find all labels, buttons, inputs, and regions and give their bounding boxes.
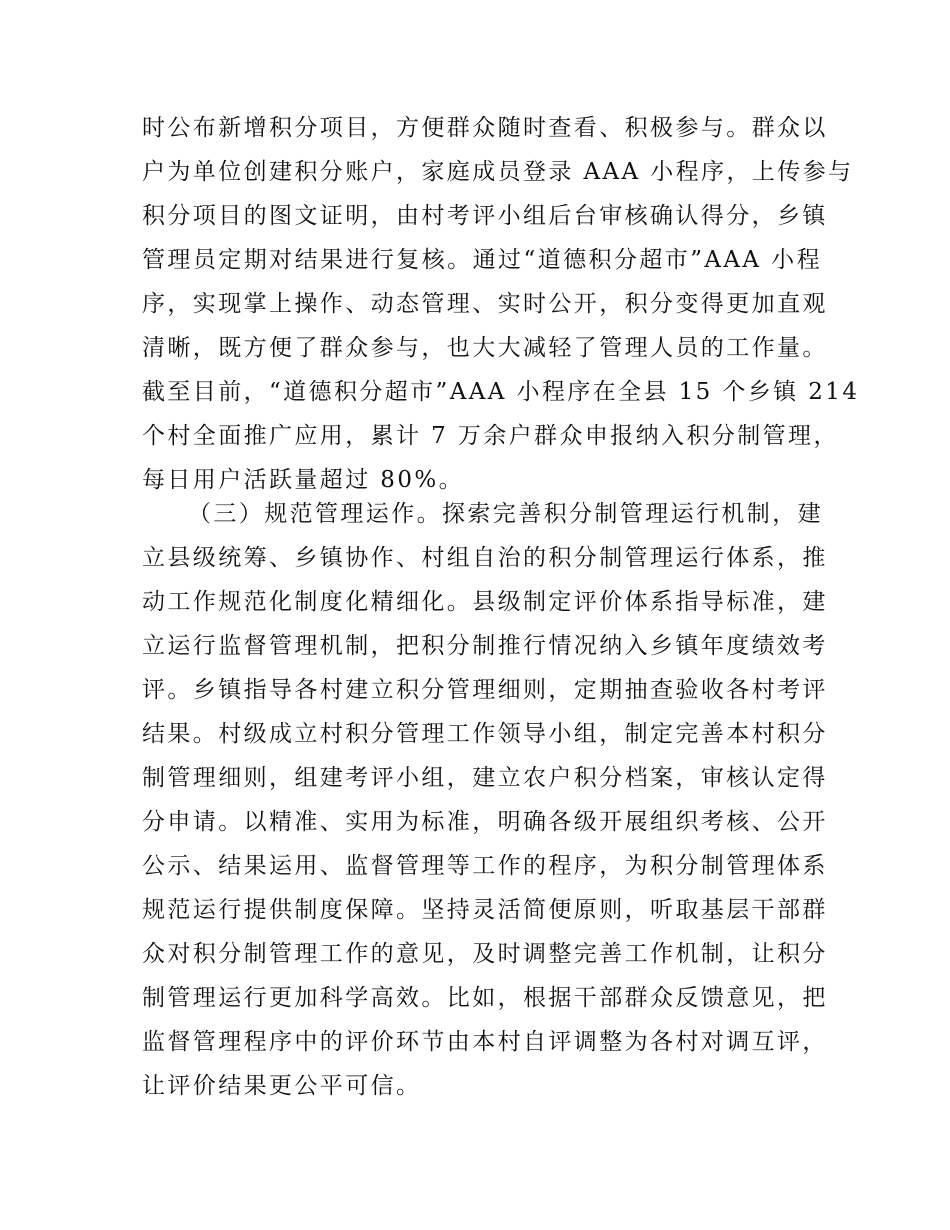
text-line: 动工作规范化制度化精细化。县级制定评价体系指导标准，建 — [142, 589, 828, 615]
text-line: 立运行监督管理机制，把积分制推行情况纳入乡镇年度绩效考 — [142, 633, 828, 659]
text-line: 结果。村级成立村积分管理工作领导小组，制定完善本村积分 — [142, 721, 828, 747]
text-line: 让评价结果更公平可信。 — [142, 1073, 422, 1099]
paragraph-points-app — [142, 106, 860, 502]
text-line: 分申请。以精准、实用为标准，明确各级开展组织考核、公开 — [142, 809, 828, 835]
text-line: 公示、结果运用、监督管理等工作的程序，为积分制管理体系 — [142, 853, 828, 879]
text-line: 管理员定期对结果进行复核。通过“道德积分超市”AAA 小程 — [142, 247, 822, 273]
paragraph-standardized-management — [142, 492, 828, 1108]
text-line: 规范运行提供制度保障。坚持灵活简便原则，听取基层干部群 — [142, 897, 828, 923]
text-line: 制管理细则，组建考评小组，建立农户积分档案，审核认定得 — [142, 765, 828, 791]
text-line: 评。乡镇指导各村建立积分管理细则，定期抽查验收各村考评 — [142, 677, 828, 703]
text-line: 每日用户活跃量超过 80%。 — [142, 467, 465, 493]
text-line: 清晰，既方便了群众参与，也大大减轻了管理人员的工作量。 — [142, 335, 828, 361]
text-line: 序，实现掌上操作、动态管理、实时公开，积分变得更加直观 — [142, 291, 828, 317]
text-line: 时公布新增积分项目，方便群众随时查看、积极参与。群众以 — [142, 115, 828, 141]
text-line: 监督管理程序中的评价环节由本村自评调整为各村对调互评， — [142, 1029, 828, 1055]
section-heading-line: （三）规范管理运作。探索完善积分制管理运行机制，建 — [188, 501, 823, 527]
text-line: 个村全面推广应用，累计 7 万余户群众申报纳入积分制管理， — [142, 423, 839, 449]
text-line: 制管理运行更加科学高效。比如，根据干部群众反馈意见，把 — [142, 985, 828, 1011]
text-line: 众对积分制管理工作的意见，及时调整完善工作机制，让积分 — [142, 941, 828, 967]
text-line: 截至目前，“道德积分超市”AAA 小程序在全县 15 个乡镇 214 — [142, 379, 860, 405]
text-line: 积分项目的图文证明，由村考评小组后台审核确认得分，乡镇 — [142, 203, 828, 229]
text-line: 立县级统筹、乡镇协作、村组自治的积分制管理运行体系，推 — [142, 545, 828, 571]
text-line: 户为单位创建积分账户，家庭成员登录 AAA 小程序，上传参与 — [142, 159, 854, 185]
